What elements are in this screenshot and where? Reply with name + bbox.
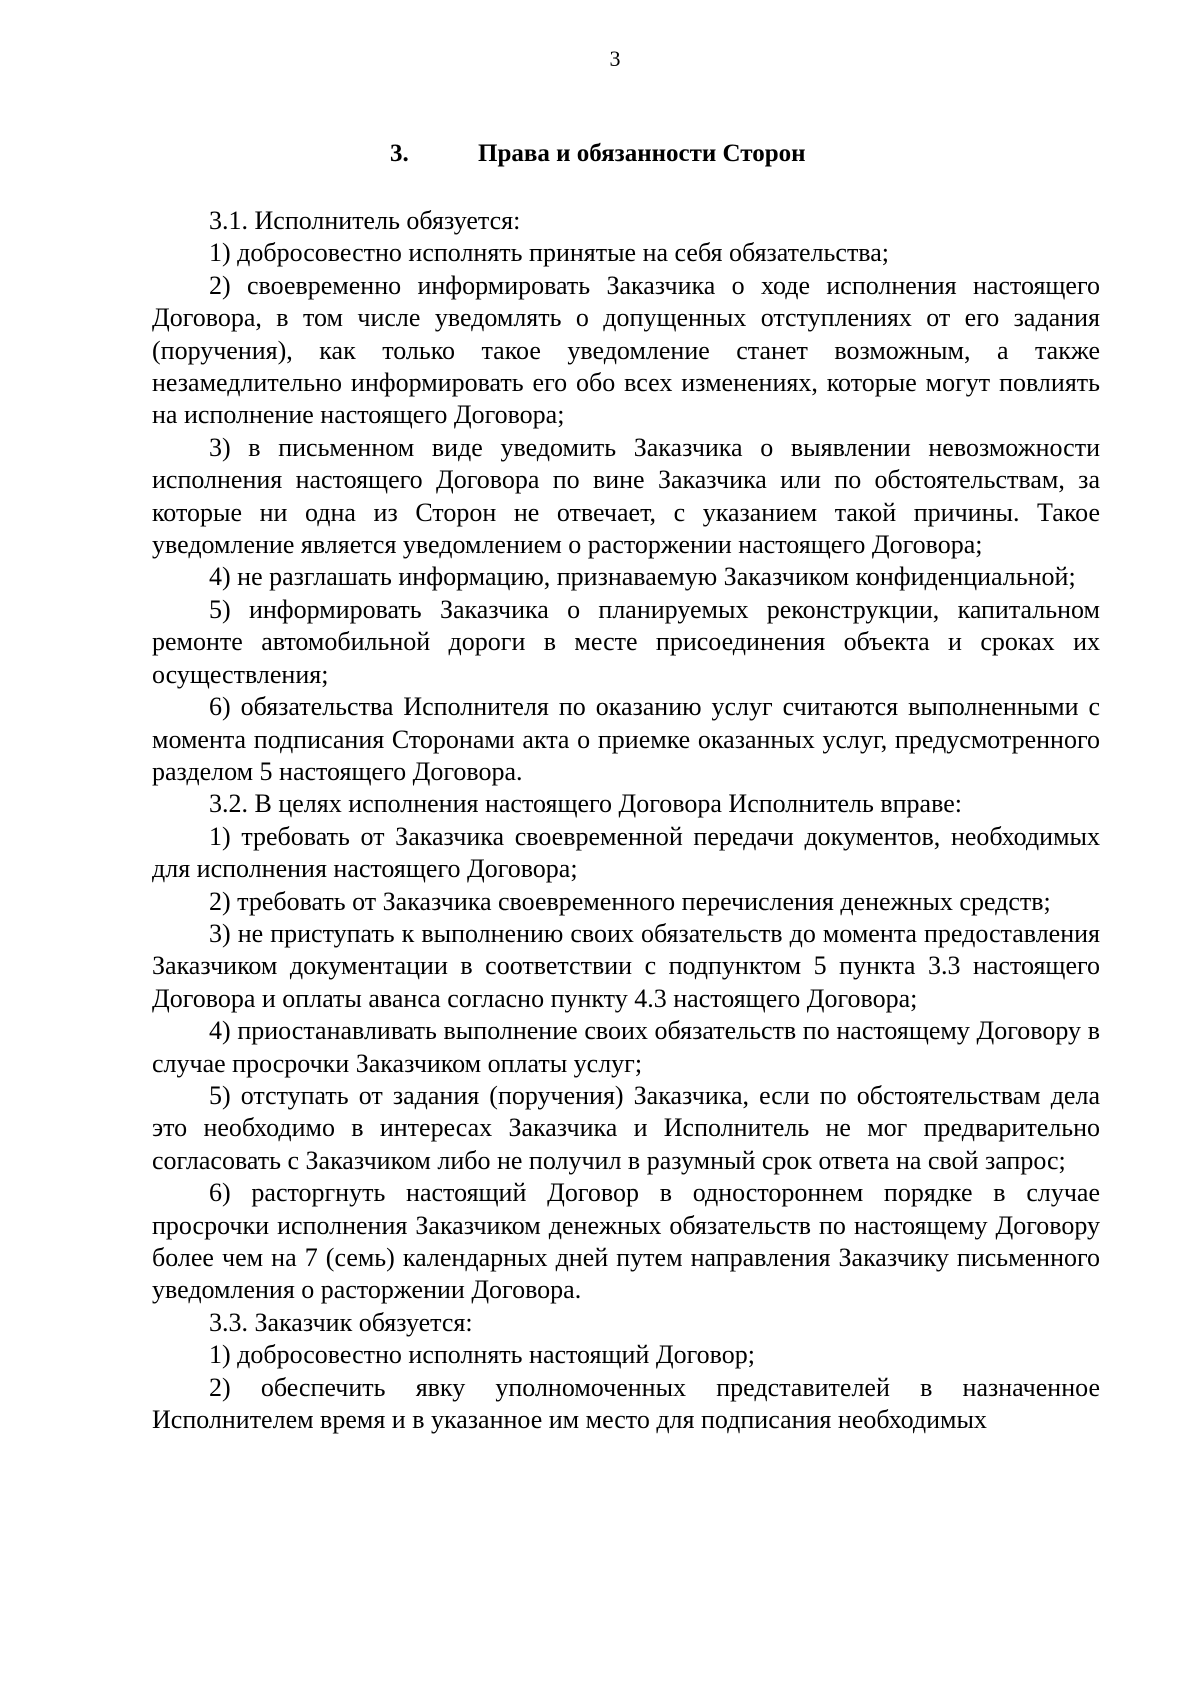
clause-3-3-heading: 3.3. Заказчик обязуется: — [209, 1307, 473, 1337]
section-heading — [390, 140, 806, 168]
section-number: 3. — [390, 140, 409, 167]
section-title: Права и обязанности Сторон — [478, 140, 806, 167]
clause-3-1-heading: 3.1. Исполнитель обязуется: — [209, 206, 521, 235]
clause-3-1-item-4: 4) не разглашать информацию, признаваемую Заказчиком конфиденциальной; — [209, 562, 1076, 592]
clause-3-1-item-1: 1) добросовестно исполнять принятые на себя обязательства; — [209, 238, 889, 268]
document-body — [152, 205, 1100, 1436]
clause-3-1-item-3: 3) в письменном виде уведомить Заказчика о выявлении невозможности исполнения настоящего Договора по вине Заказчика или по обстоятельствам, за которые ни одна из Сторон не отвечает, с указанием такой причины. Такое уведомление является уведомлением о расторжении настоящего Договора; — [152, 432, 1100, 560]
clause-3-3-item-2: 2) обеспечить явку уполномоченных представителей в назначенное Исполнителем время и в указанное им место для подписания необходимых — [152, 1372, 1100, 1435]
clause-3-2-item-4: 4) приостанавливать выполнение своих обязательств по настоящему Договору в случае просрочки Заказчиком оплаты услуг; — [152, 1016, 1100, 1078]
clause-3-2-item-1: 1) требовать от Заказчика своевременной передачи документов, необходимых для исполнения настоящего Договора; — [152, 821, 1100, 884]
clause-3-2-item-6: 6) расторгнуть настоящий Договор в одностороннем порядке в случае просрочки исполнения Заказчиком денежных обязательств по настоящему Договору более чем на 7 (семь) календарных дней путем направления Заказчику письменного уведомления о расторжении Договора. — [152, 1178, 1100, 1305]
clause-3-1-item-5: 5) информировать Заказчика о планируемых реконструкции, капитальном ремонте автомобильной дороги в месте присоединения объекта и сроках их осуществления; — [152, 594, 1100, 689]
clause-3-2-item-2: 2) требовать от Заказчика своевременного перечисления денежных средств; — [209, 886, 1051, 916]
clause-3-2-heading: 3.2. В целях исполнения настоящего Договора Исполнитель вправе: — [209, 789, 962, 819]
clause-3-2-item-3: 3) не приступать к выполнению своих обязательств до момента предоставления Заказчиком документации в соответствии с подпунктом 5 пункта 3.3 настоящего Договора и оплаты аванса согласно пункту 4.3 настоящего Договора; — [152, 918, 1100, 1013]
clause-3-1-item-6: 6) обязательства Исполнителя по оказанию услуг считаются выполненными с момента подписания Сторонами акта о приемке оказанных услуг, предусмотренного разделом 5 настоящего Договора. — [152, 692, 1100, 786]
clause-3-3-item-1: 1) добросовестно исполнять настоящий Договор; — [209, 1340, 755, 1370]
page-number: 3 — [609, 46, 621, 71]
clause-3-1-item-2: 2) своевременно информировать Заказчика о ходе исполнения настоящего Договора, в том числе уведомлять о допущенных отступлениях от его задания (поручения), как только такое уведомление станет возможным, а также незамедлительно информировать его обо всех изменениях, которые могут повлиять на исполнение настоящего Договора; — [152, 270, 1100, 430]
clause-3-2-item-5: 5) отступать от задания (поручения) Заказчика, если по обстоятельствам дела это необходимо в интересах Заказчика и Исполнитель не мог предварительно согласовать с Заказчиком либо не получил в разумный срок ответа на свой запрос; — [152, 1080, 1100, 1175]
